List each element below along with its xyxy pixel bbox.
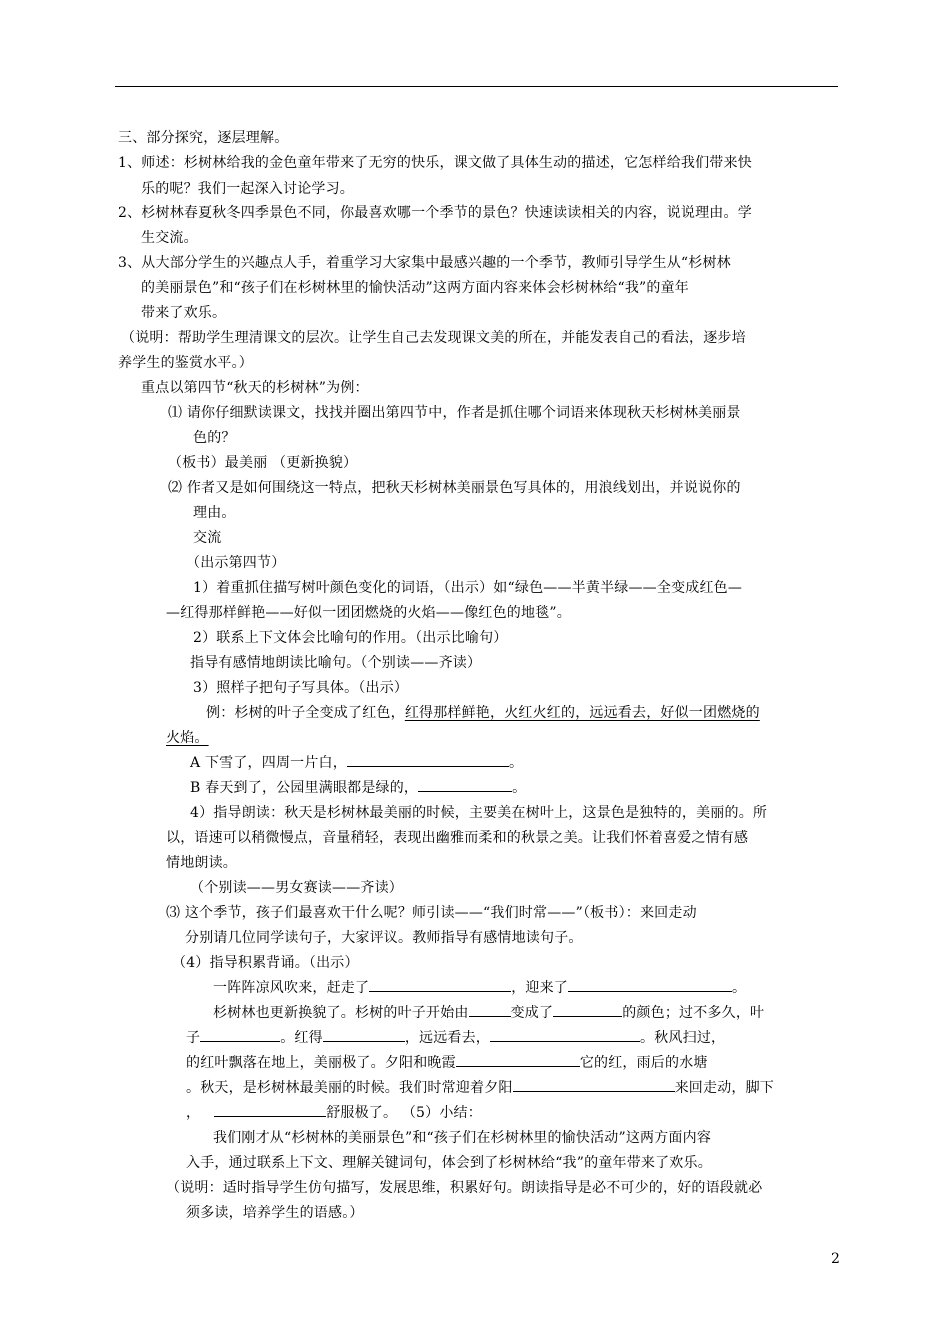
blackboard-line: （板书）最美丽 （更新换貌） bbox=[168, 455, 358, 471]
question-line: （4）指导积累背诵。（出示） bbox=[172, 955, 359, 971]
section-heading: 三、部分探究，逐层理解。 bbox=[118, 130, 289, 146]
paragraph-line: （出示第四节） bbox=[186, 555, 286, 571]
paragraph-line: 以，语速可以稍微慢点，音量稍轻，表现出幽雅而柔和的秋景之美。让我们怀着喜爱之情有感 bbox=[166, 830, 749, 846]
paragraph-line: 4）指导朗读：秋天是杉树林最美丽的时候，主要美在树叶上，这景色是独特的，美丽的。所 bbox=[190, 805, 768, 821]
example-line: 例：杉树的叶子全变成了红色，红得那样鲜艳，火红火红的，远远看去，好似一团燃烧的 bbox=[206, 705, 760, 721]
question-line: ⑶ 这个季节，孩子们最喜欢干什么呢？师引读——“我们时常——”（板书）：来回走动 bbox=[166, 905, 697, 921]
question-line: ⑵ 作者又是如何围绕这一特点，把秋天杉树林美丽景色写具体的，用浪线划出，并说说你的 bbox=[168, 480, 741, 496]
paragraph-line: 乐的呢？我们一起深入讨论学习。 bbox=[141, 181, 354, 197]
paragraph-line: 的美丽景色”和“孩子们在杉树林里的愉快活动”这两方面内容来体会杉树林给“我”的童年 bbox=[141, 280, 689, 296]
paragraph-line: 分别请几位同学读句子，大家评议。教师指导有感情地读句子。 bbox=[185, 930, 583, 946]
recitation-line: 子 。红得 ，远远看去， 。秋风扫过， bbox=[186, 1030, 726, 1046]
paragraph-line: —红得那样鲜艳——好似一团团燃烧的火焰——像红色的地毯”。 bbox=[166, 605, 571, 621]
paragraph-line: 1）着重抓住描写树叶颜色变化的词语，（出示）如“绿色——半黄半绿——全变成红色— bbox=[193, 580, 743, 596]
paragraph-line: 带来了欢乐。 bbox=[141, 305, 227, 321]
summary-line: 入手，通过联系上下文、理解关键词句，体会到了杉树林给“我”的童年带来了欢乐。 bbox=[186, 1155, 712, 1171]
paragraph-line: 生交流。 bbox=[141, 230, 198, 246]
recitation-line: 。秋天，是杉树林最美丽的时候。我们时常迎着夕阳 来回走动，脚下 bbox=[186, 1080, 775, 1096]
paragraph-line: 交流 bbox=[193, 530, 222, 546]
paragraph-line: 2、杉树林春夏秋冬四季景色不同，你最喜欢哪一个季节的景色？快速读读相关的内容，说说理由。学 bbox=[118, 205, 752, 221]
paragraph-line: 1、师述：杉树林给我的金色童年带来了无穷的快乐，课文做了具体生动的描述，它怎样给我们带来快 bbox=[118, 155, 752, 171]
paragraph-line: 3）照样子把句子写具体。（出示） bbox=[193, 680, 409, 696]
paragraph-line: （个别读——男女赛读——齐读） bbox=[190, 880, 403, 896]
note-line: （说明：适时指导学生仿句描写，发展思维，积累好句。朗读指导是必不可少的，好的语段就必 bbox=[166, 1180, 763, 1196]
exercise-line: A 下雪了，四周一片白， 。 bbox=[190, 755, 524, 771]
recitation-line: 的红叶飘落在地上，美丽极了。夕阳和晚霞 它的红，雨后的水塘 bbox=[186, 1055, 708, 1071]
paragraph-line: 情地朗读。 bbox=[166, 855, 237, 871]
example-line: 火焰。 bbox=[166, 730, 209, 746]
header-rule bbox=[115, 86, 838, 87]
paragraph-line: 3、从大部分学生的兴趣点人手，着重学习大家集中最感兴趣的一个季节，教师引导学生从“杉树林 bbox=[118, 255, 731, 271]
question-line: 理由。 bbox=[193, 505, 236, 521]
page-number: 2 bbox=[831, 1251, 840, 1267]
paragraph-line: 指导有感情地朗读比喻句。（个别读——齐读） bbox=[190, 655, 482, 671]
exercise-line: B 春天到了，公园里满眼都是绿的， 。 bbox=[190, 780, 527, 796]
note-line: 养学生的鉴赏水平。） bbox=[118, 355, 253, 371]
recitation-line: 一阵阵凉风吹来，赶走了 ，迎来了 。 bbox=[213, 980, 747, 996]
paragraph-line: 重点以第四节“秋天的杉树林”为例： bbox=[141, 380, 369, 396]
paragraph-line: 2）联系上下文体会比喻句的作用。（出示比喻句） bbox=[193, 630, 508, 646]
recitation-line: ， 舒服极了。 （5）小结： bbox=[186, 1105, 482, 1121]
note-line: 须多读，培养学生的语感。） bbox=[186, 1205, 364, 1221]
note-line: （说明：帮助学生理清课文的层次。让学生自己去发现课文美的所在，并能发表自己的看法，逐步培 bbox=[121, 330, 746, 346]
summary-line: 我们刚才从“杉树林的美丽景色”和“孩子们在杉树林里的愉快活动”这两方面内容 bbox=[213, 1130, 712, 1146]
question-line: ⑴ 请你仔细默读课文，找找并圈出第四节中，作者是抓住哪个词语来体现秋天杉树林美丽景 bbox=[168, 405, 741, 421]
question-line: 色的？ bbox=[193, 430, 236, 446]
recitation-line: 杉树林也更新换貌了。杉树的叶子开始由 变成了 的颜色；过不多久，叶 bbox=[213, 1005, 765, 1021]
